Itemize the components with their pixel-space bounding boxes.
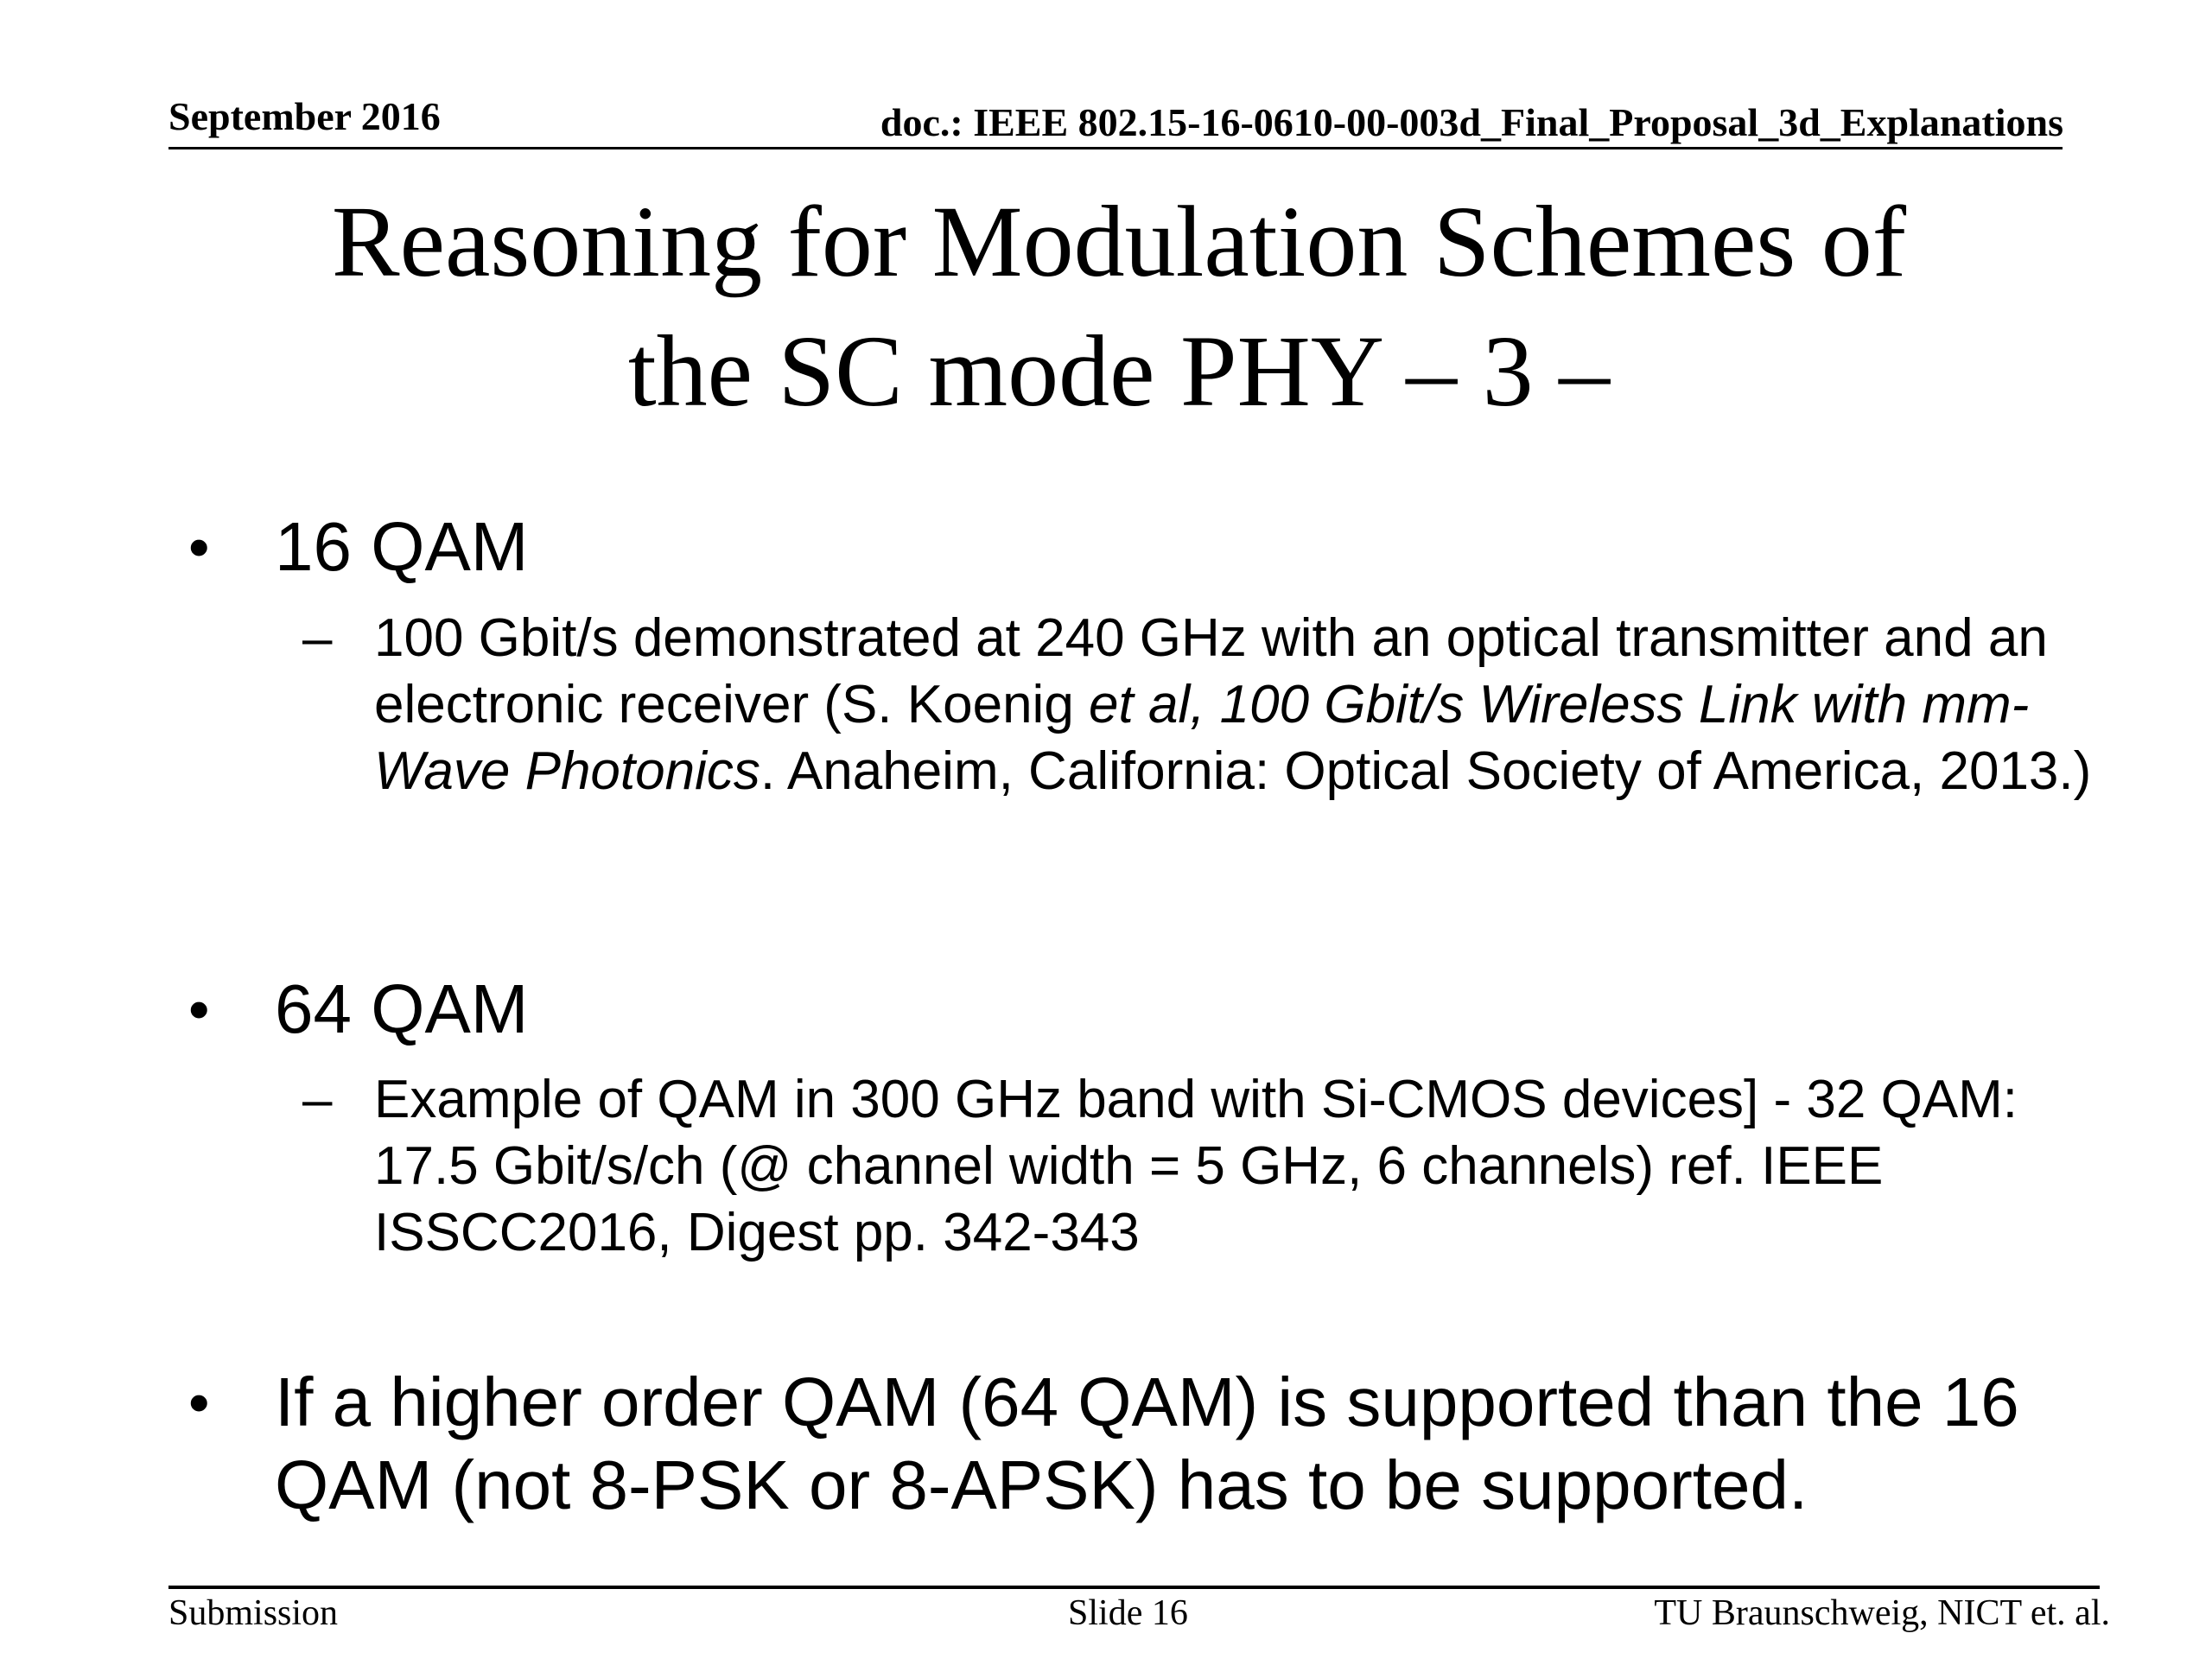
bullet-16-qam: 16 QAM (275, 508, 529, 585)
slide-title (130, 177, 2108, 436)
header-date: September 2016 (168, 94, 441, 138)
reference-text-start: 100 Gbit/s demonstrated at 240 GHz with an optical transmitter and an electronic receiver (S. Koenig (374, 608, 2048, 734)
header-doc-id: doc.: IEEE 802.15-16-0610-00-003d_Final_Proposal_3d_Explanations (880, 100, 2063, 144)
bullet-64-qam: 64 QAM (275, 970, 529, 1047)
footer-authors: TU Braunschweig, NICT et. al. (1654, 1593, 2110, 1633)
slide-title-line-1: Reasoning for Modulation Schemes of (331, 185, 1907, 298)
sub-bullet-16-qam-reference (374, 605, 2094, 804)
footer-divider (168, 1586, 2100, 1589)
slide-title-line-2: the SC mode PHY – 3 – (627, 315, 1611, 428)
reference-text-end: . Anaheim, California: Optical Society of America, 2013.) (760, 741, 2092, 801)
bullet-marker: • (188, 513, 210, 581)
sub-bullet-64-qam-example: Example of QAM in 300 GHz band with Si-CMOS devices] - 32 QAM: 17.5 Gbit/s/ch (@ channel width = 5 GHz, 6 channels) ref. IEEE ISSCC2016, Digest pp. 342-343 (374, 1070, 2018, 1262)
bullet-marker: • (188, 1369, 210, 1436)
bullet-higher-order-qam: If a higher order QAM (64 QAM) is supported than the 16 QAM (not 8-PSK or 8-APSK) has to be supported. (275, 1363, 2019, 1523)
footer-slide-number: Slide 16 (1068, 1593, 1188, 1633)
footer-submission: Submission (168, 1593, 339, 1633)
sub-bullet-marker: – (302, 1070, 333, 1129)
sub-bullet-marker: – (302, 608, 333, 668)
header-divider (168, 147, 2063, 149)
reference-citation-italic: et al, 100 Gbit/s Wireless Link with mm-Wave Photonics (374, 675, 2030, 801)
bullet-marker: • (188, 976, 210, 1043)
